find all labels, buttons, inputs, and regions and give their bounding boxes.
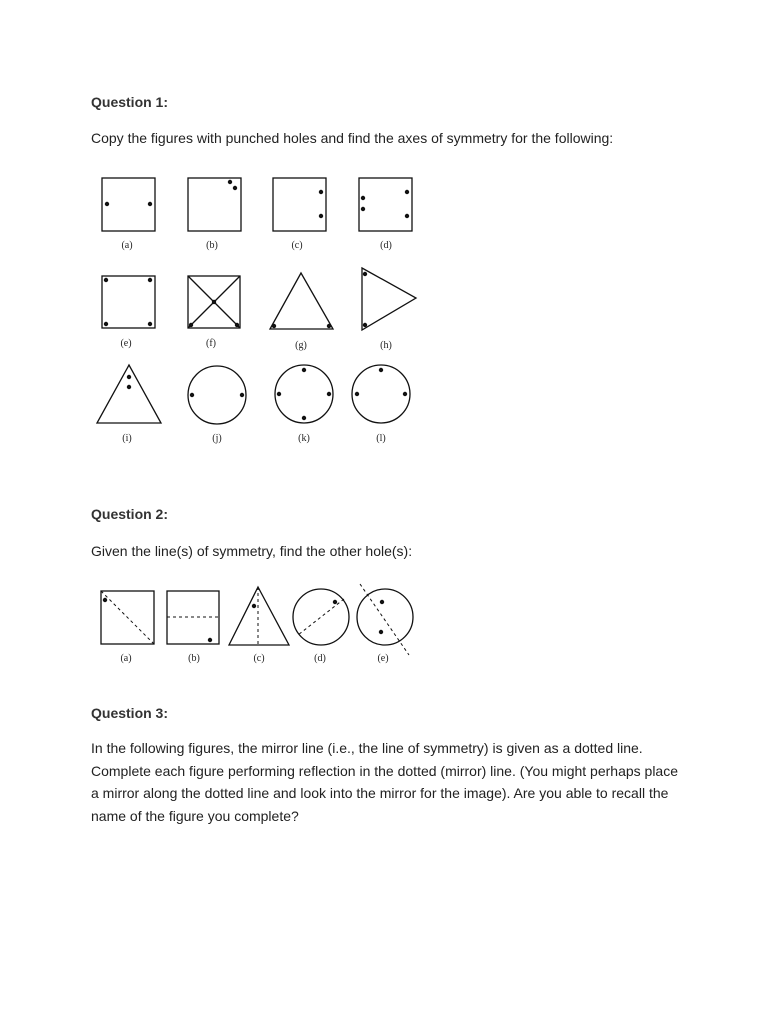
q2-figure-label-a: (a) xyxy=(120,653,132,664)
figure-label-g: (g) xyxy=(295,340,307,351)
figure-label-j: (j) xyxy=(212,433,222,444)
hole-dot xyxy=(208,638,212,642)
figure-label-b: (b) xyxy=(206,240,218,251)
question-1-heading: Question 1: xyxy=(91,94,169,110)
figure-label-l: (l) xyxy=(376,433,386,444)
q2-figure-label-b: (b) xyxy=(188,653,200,664)
question-1-instruction: Copy the figures with punched holes and find the axes of symmetry for the following: xyxy=(91,130,614,146)
figure-label-i: (i) xyxy=(122,433,132,444)
q2-figure-a-symmetry-line xyxy=(101,591,154,644)
figure-label-f: (f) xyxy=(206,338,216,349)
q2-figure-label-c: (c) xyxy=(253,653,265,664)
q2-figure-d-symmetry-line xyxy=(298,599,344,635)
question-3-heading: Question 3: xyxy=(91,705,169,721)
figure-label-c: (c) xyxy=(291,240,303,251)
hole-dot xyxy=(252,604,256,608)
figure-label-k: (k) xyxy=(298,433,310,444)
figure-label-d: (d) xyxy=(380,240,392,251)
question-2-heading: Question 2: xyxy=(91,506,169,522)
q2-figure-label-e: (e) xyxy=(377,653,389,664)
hole-dot xyxy=(379,630,383,634)
q2-figure-e-circle xyxy=(357,589,413,645)
q2-figure-c-triangle xyxy=(229,587,289,645)
question-3-instruction: In the following figures, the mirror line (i.e., the line of symmetry) is given as a dotted line. Complete each figure performing reflection in the dotted (mirror) line. (You might perhaps place a mirror along the dotted line and look into the mirror for the image). Are you able to recall the name of the figure you complete? xyxy=(91,740,679,824)
q2-figure-d-circle xyxy=(293,589,349,645)
q2-figure-label-d: (d) xyxy=(314,653,326,664)
figure-label-e: (e) xyxy=(120,338,132,349)
hole-dot xyxy=(103,598,107,602)
figure-label-a: (a) xyxy=(121,240,133,251)
hole-dot xyxy=(380,600,384,604)
hole-dot xyxy=(333,600,337,604)
figure-label-h: (h) xyxy=(380,340,392,351)
question-2-instruction: Given the line(s) of symmetry, find the other hole(s): xyxy=(91,543,413,559)
